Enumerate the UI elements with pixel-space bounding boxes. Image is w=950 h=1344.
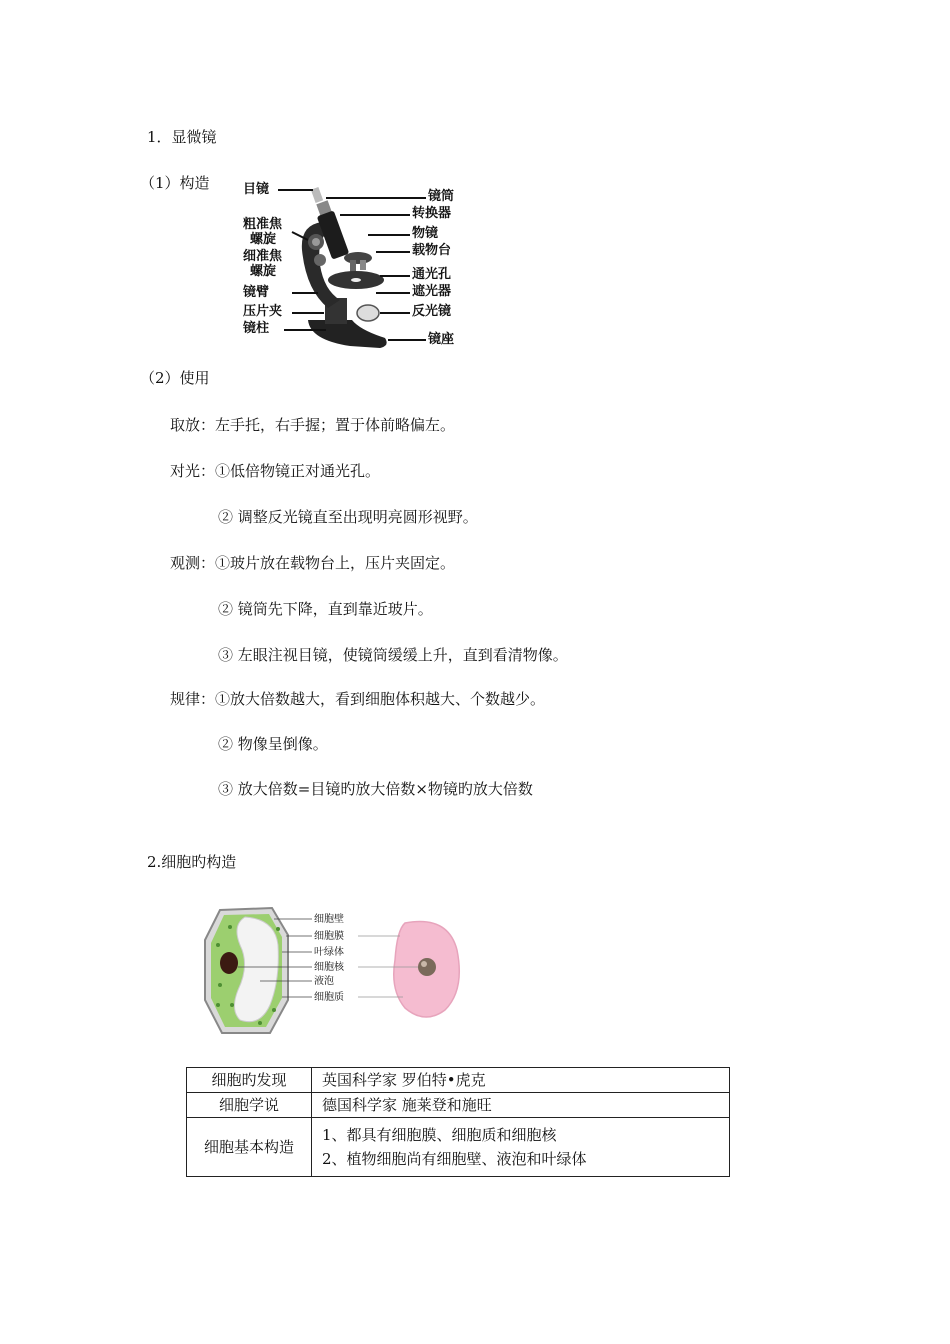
usage-observe-3: ③ 左眼注视目镜，使镜筒缓缓上升，直到看清物像。 [218, 646, 568, 664]
part-label-base: 镜座 [428, 332, 455, 347]
usage-light-1: 对光：①低倍物镜正对通光孔。 [170, 462, 381, 480]
usage-observe-1: 观测：①玻片放在载物台上，压片夹固定。 [170, 554, 456, 572]
usage-label: （2）使用 [140, 369, 210, 387]
part-label-coarse: 粗准焦 [243, 217, 283, 232]
part-label-fine-2: 螺旋 [250, 264, 277, 279]
section1-title: 1．显微镜 [147, 128, 217, 146]
part-label-fine: 细准焦 [243, 249, 283, 264]
table-value-cell [312, 1118, 730, 1177]
cell-label-wall: 细胞壁 [314, 914, 344, 925]
usage-observe-2: ② 镜筒先下降，直到靠近玻片。 [218, 600, 433, 618]
part-label-nosepiece: 转换器 [412, 206, 452, 221]
part-label-objective: 物镜 [412, 226, 439, 241]
cell-label-vacuole: 液泡 [314, 976, 334, 987]
part-label-stage: 载物台 [412, 243, 452, 258]
part-label-arm: 镜臂 [243, 285, 270, 300]
table-key-cell: 细胞基本构造 [187, 1118, 312, 1177]
part-label-clip: 压片夹 [243, 304, 283, 319]
part-label-pillar: 镜柱 [243, 321, 270, 336]
table-value-line: 1、都具有细胞膜、细胞质和细胞核 [322, 1126, 557, 1144]
cell-info-table [186, 1067, 730, 1177]
table-key-cell: 细胞学说 [187, 1093, 312, 1118]
cell-label-membrane: 细胞膜 [314, 931, 344, 942]
usage-light-2: ② 调整反光镜直至出现明亮圆形视野。 [218, 508, 478, 526]
part-label-coarse-2: 螺旋 [250, 232, 277, 247]
usage-take: 取放：左手托，右手握；置于体前略偏左。 [170, 416, 456, 434]
table-value-cell: 德国科学家 施莱登和施旺 [312, 1093, 730, 1118]
part-label-mirror: 反光镜 [412, 304, 452, 319]
part-label-eyepiece: 目镜 [243, 182, 270, 197]
table-key-cell: 细胞旳发现 [187, 1068, 312, 1093]
part-label-aperture: 通光孔 [412, 267, 452, 282]
usage-rule-3: ③ 放大倍数=目镜旳放大倍数×物镜旳放大倍数 [218, 780, 533, 798]
cell-label-cytoplasm: 细胞质 [314, 992, 344, 1003]
part-label-tube: 镜筒 [428, 189, 455, 204]
part-label-diaphragm: 遮光器 [412, 284, 452, 299]
cell-label-nucleus: 细胞核 [314, 962, 344, 973]
table-row [187, 1068, 730, 1093]
cell-figure [200, 905, 470, 1035]
usage-rule-2: ② 物像呈倒像。 [218, 735, 328, 753]
microscope-figure [240, 180, 465, 355]
table-row [187, 1118, 730, 1177]
cell-label-chloroplast: 叶绿体 [314, 947, 344, 958]
table-value-cell: 英国科学家 罗伯特•虎克 [312, 1068, 730, 1093]
section2-title: 2.细胞旳构造 [147, 853, 237, 871]
usage-rule-1: 规律：①放大倍数越大，看到细胞体积越大、个数越少。 [170, 690, 546, 708]
table-row [187, 1093, 730, 1118]
structure-label: （1）构造 [140, 174, 210, 192]
table-value-line: 2、植物细胞尚有细胞壁、液泡和叶绿体 [322, 1150, 587, 1168]
